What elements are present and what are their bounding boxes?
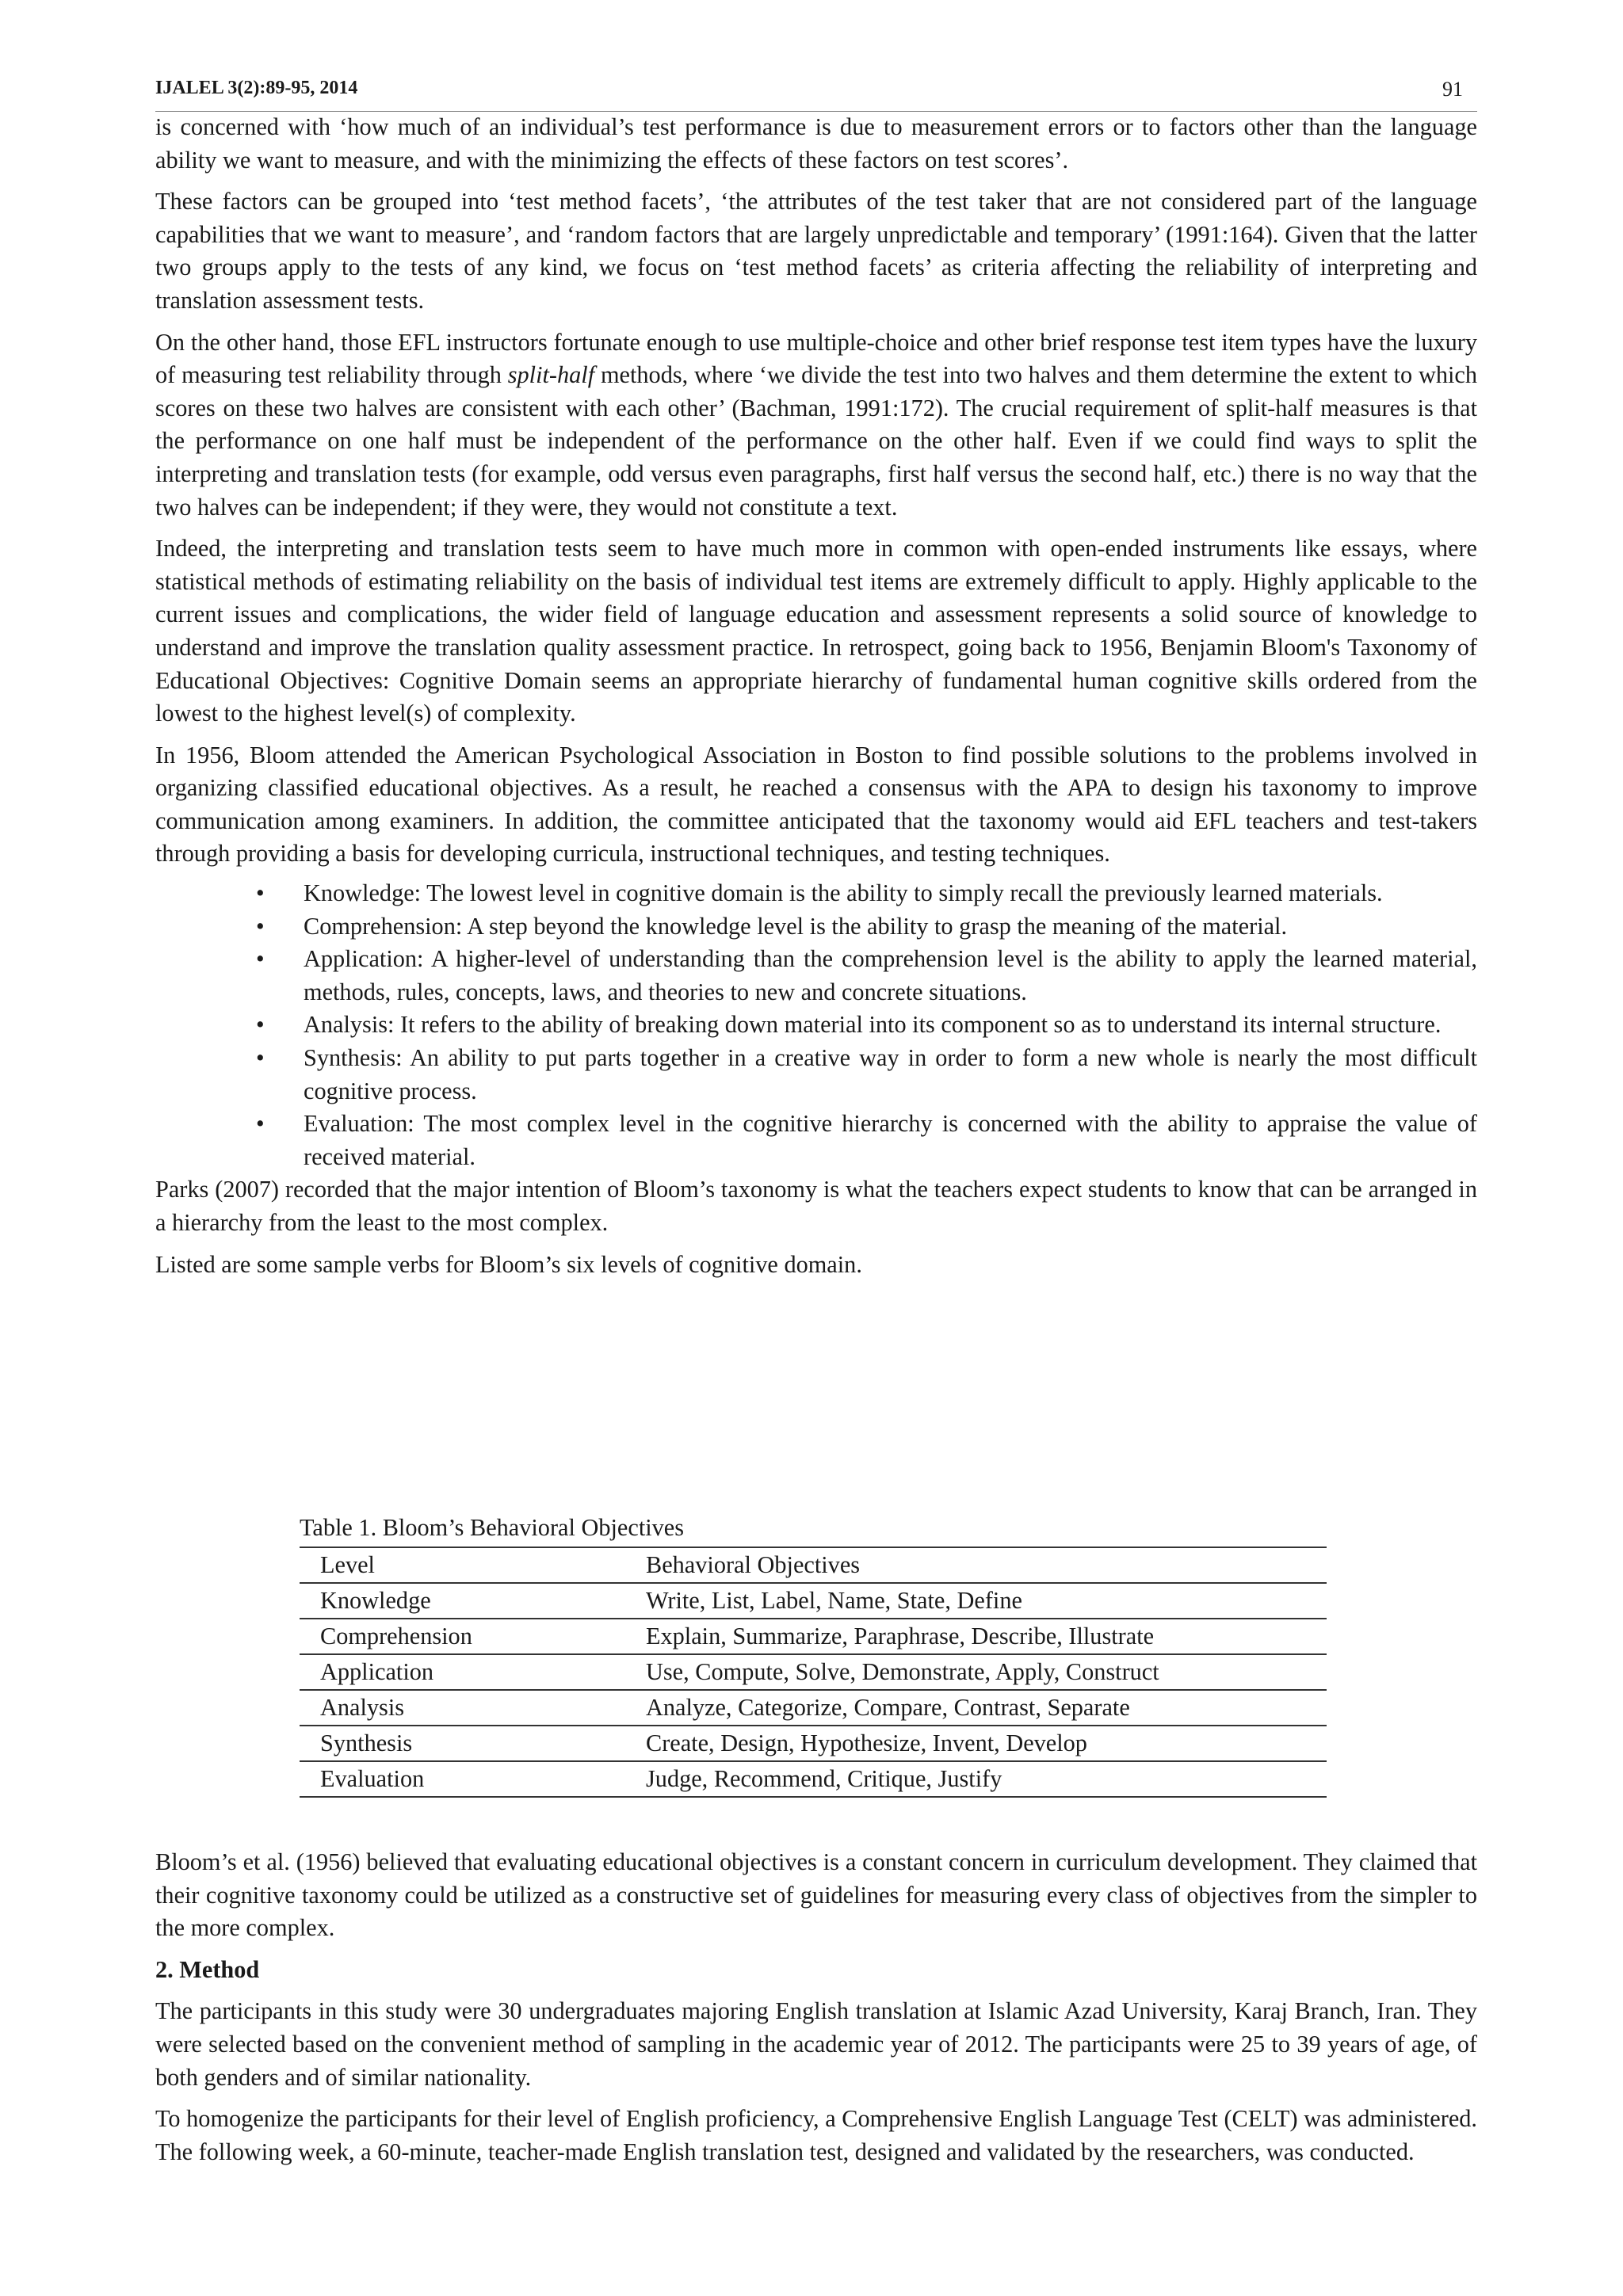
body-text (155, 111, 1477, 1290)
table-row (300, 1690, 1327, 1726)
list-item-analysis (256, 1009, 1477, 1042)
paragraph-1: is concerned with ‘how much of an individual’s test performance is due to measurement errors or to factors other than the language ability we want to measure, and with the minimizing the effects of these factors on test scores’. (155, 113, 1477, 174)
running-header (155, 78, 1477, 112)
paragraph-6: Parks (2007) recorded that the major intention of Bloom’s taxonomy is what the teachers expect students to know that can be arranged in a hierarchy from the least to the most complex. (155, 1176, 1477, 1236)
list-item-text: Application: A higher-level of understanding than the comprehension level is the ability to apply the learned material, methods, rules, concepts, laws, and theories to new and concrete situations. (304, 945, 1477, 1005)
bullet-icon: • (256, 879, 265, 907)
table-cell: Comprehension (300, 1619, 625, 1654)
table-cell: Evaluation (300, 1761, 625, 1797)
bullet-icon: • (256, 945, 265, 973)
paragraph-7: Listed are some sample verbs for Bloom’s six levels of cognitive domain. (155, 1250, 862, 1278)
table-cell: Behavioral Objectives (625, 1547, 1327, 1583)
bullet-icon: • (256, 1044, 265, 1072)
list-item-text: Evaluation: The most complex level in the cognitive hierarchy is concerned with the ability to appraise the value of received material. (304, 1110, 1477, 1170)
table-cell: Judge, Recommend, Critique, Justify (625, 1761, 1327, 1797)
page-number: 91 (1442, 78, 1463, 101)
section-heading-method: 2. Method (155, 1955, 260, 1983)
bullet-icon: • (256, 1110, 265, 1138)
list-item-text: Analysis: It refers to the ability of breaking down material into its component so as to understand its internal structure. (304, 1011, 1442, 1039)
table-row (300, 1654, 1327, 1690)
table-cell: Analysis (300, 1690, 625, 1726)
table-cell: Synthesis (300, 1726, 625, 1761)
paragraph-5: In 1956, Bloom attended the American Psychological Association in Boston to find possible solutions to the problems involved in organizing classified educational objectives. As a result, he reached a consensus with the APA to design his taxonomy to improve communication among examiners. In addition, the committee anticipated that the taxonomy would aid EFL teachers and test-takers through providing a basis for developing curricula, instructional techniques, and testing techniques. (155, 741, 1477, 868)
list-item-application (256, 943, 1477, 1009)
paragraph-3-before: On the other hand, those EFL instructors fortunate enough to use multiple-choice and other brief response test item types have the luxury of measuring test reliability through (155, 328, 1477, 389)
table-row (300, 1726, 1327, 1761)
table-cell: Level (300, 1547, 625, 1583)
table-cell: Write, List, Label, Name, State, Define (625, 1583, 1327, 1619)
paragraph-4: Indeed, the interpreting and translation tests seem to have much more in common with open-ended instruments like essays, where statistical methods of estimating reliability on the basis of individual test items are extremely difficult to apply. Highly applicable to the current issues and complications, the wider field of language education and assessment represents a solid source of knowledge to understand and improve the translation quality assessment practice. In retrospect, going back to 1956, Benjamin Bloom's Taxonomy of Educational Objectives: Cognitive Domain seems an appropriate hierarchy of fundamental human cognitive skills ordered from the lowest to the highest level(s) of complexity. (155, 535, 1477, 727)
bullet-icon: • (256, 1011, 265, 1039)
bullet-icon: • (256, 912, 265, 940)
table-cell: Application (300, 1654, 625, 1690)
table-caption: Table 1. Bloom’s Behavioral Objectives (300, 1514, 685, 1541)
table-cell: Analyze, Categorize, Compare, Contrast, Separate (625, 1690, 1327, 1726)
table-row (300, 1761, 1327, 1797)
split-half-term: split-half (507, 361, 595, 389)
paragraph-10: To homogenize the participants for their level of English proficiency, a Comprehensive English Language Test (CELT) was administered. The following week, a 60-minute, teacher-made English translation test, designed and validated by the researchers, was conducted. (155, 2105, 1477, 2165)
list-item-knowledge (256, 877, 1477, 910)
paragraph-9: The participants in this study were 30 undergraduates majoring English translation at Islamic Azad University, Karaj Branch, Iran. They were selected based on the convenient method of sampling in the academic year of 2012. The participants were 25 to 39 years of age, of both genders and of similar nationality. (155, 1997, 1477, 2091)
paragraph-3-after: methods, where ‘we divide the test into two halves and them determine the extent to which scores on these two halves are consistent with each other’ (Bachman, 1991:172). The crucial requirement of split-half measures is that the performance on one half must be independent of the performance on the other half. Even if we could find ways to split the interpreting and translation tests (for example, odd versus even paragraphs, first half versus the second half, etc.) there is no way that the two halves can be independent; if they were, they would not constitute a text. (155, 361, 1478, 521)
table-header-row (300, 1547, 1327, 1583)
paragraph-8: Bloom’s et al. (1956) believed that evaluating educational objectives is a constant concern in curriculum development. They claimed that their cognitive taxonomy could be utilized as a constructive set of guidelines for measuring every class of objectives from the simpler to the more complex. (155, 1848, 1477, 1942)
table-cell: Explain, Summarize, Paraphrase, Describe, Illustrate (625, 1619, 1327, 1654)
list-item-text: Comprehension: A step beyond the knowledge level is the ability to grasp the meaning of the material. (304, 912, 1288, 940)
list-item-comprehension (256, 910, 1477, 944)
table-cell: Knowledge (300, 1583, 625, 1619)
table-cell: Create, Design, Hypothesize, Invent, Develop (625, 1726, 1327, 1761)
bloom-objectives-table (300, 1547, 1327, 1798)
list-item-synthesis (256, 1042, 1477, 1108)
list-item-text: Synthesis: An ability to put parts together in a creative way in order to form a new whole is nearly the most difficult cognitive process. (304, 1044, 1477, 1104)
lower-body-text (155, 1846, 1477, 2177)
paragraph-2: These factors can be grouped into ‘test method facets’, ‘the attributes of the test taker that are not considered part of the language capabilities that we want to measure’, and ‘random factors that are largely unpredictable and temporary’ (1991:164). Given that the latter two groups apply to the tests of any kind, we focus on ‘test method facets’ as criteria affecting the reliability of interpreting and translation assessment tests. (155, 188, 1477, 314)
list-item-text: Knowledge: The lowest level in cognitive domain is the ability to simply recall the previously learned materials. (304, 879, 1383, 907)
bloom-levels-list (155, 877, 1477, 1173)
table-1 (300, 1512, 1327, 1798)
table-row (300, 1619, 1327, 1654)
list-item-evaluation (256, 1108, 1477, 1173)
journal-citation: IJALEL 3(2):89-95, 2014 (155, 78, 358, 98)
table-row (300, 1583, 1327, 1619)
table-cell: Use, Compute, Solve, Demonstrate, Apply, Construct (625, 1654, 1327, 1690)
paragraph-3 (155, 326, 1477, 524)
